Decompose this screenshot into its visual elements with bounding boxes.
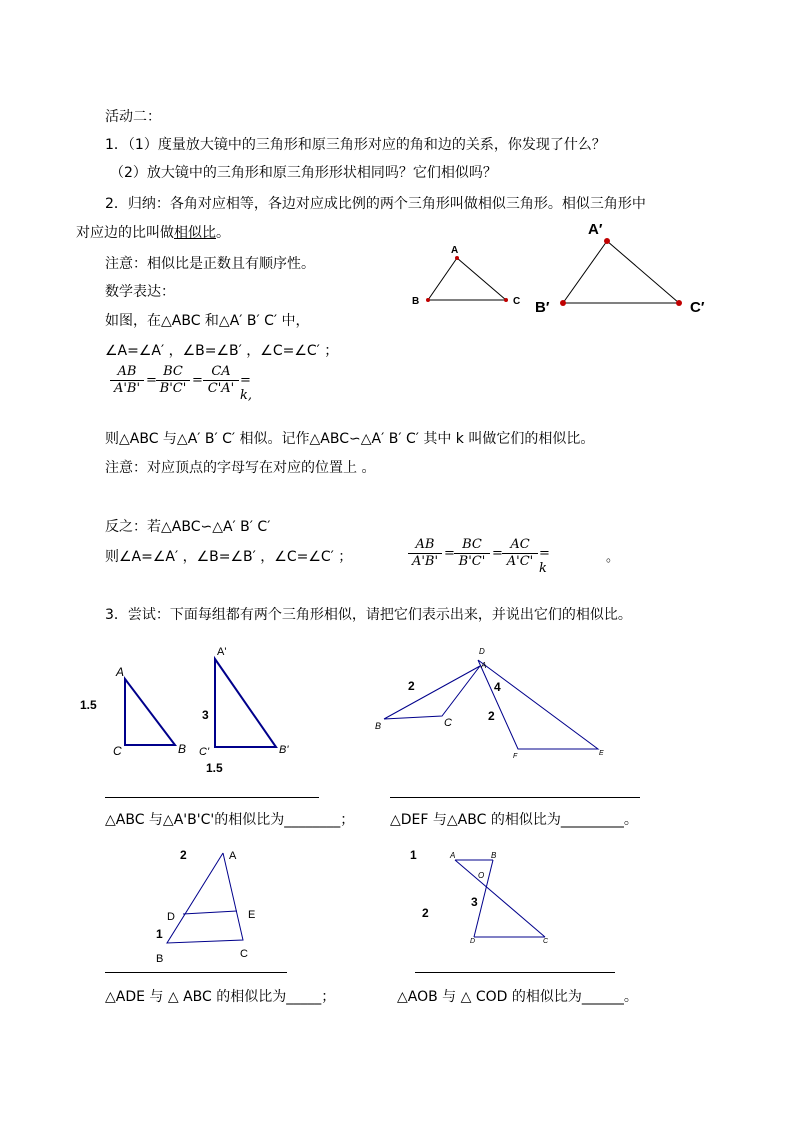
equals-sign: = — [146, 373, 157, 388]
label-b: B — [375, 721, 382, 731]
label-c-prime: C' — [199, 746, 210, 758]
angle-equalities: ∠A=∠A′ ，∠B=∠B′ ，∠C=∠C′ ； — [105, 343, 339, 359]
length-df: 2 — [488, 709, 495, 723]
label-d: D — [470, 938, 476, 945]
label-c: C — [543, 938, 549, 945]
item1-line2: （2）放大镜中的三角形和原三角形形状相同吗？它们相似吗？ — [110, 165, 497, 181]
triangle-abc-large — [535, 221, 705, 316]
answer-row1-right[interactable]: △DEF 与△ABC 的相似比为_________。 — [390, 812, 638, 828]
length-a2c2: 3 — [202, 708, 209, 722]
label-a: A — [481, 661, 487, 670]
section-heading: 活动二： — [105, 109, 161, 125]
ratio-k: = k — [539, 546, 550, 576]
triangle-abc-small — [412, 245, 520, 307]
label-a: A — [229, 850, 237, 862]
item2-line2-prefix: 对应边的比叫做 — [76, 225, 174, 241]
note-positive-ordered: 注意：相似比是正数且有顺序性。 — [105, 256, 315, 272]
item2-line1: 2．归纳：各角对应相等，各边对应成比例的两个三角形叫做相似三角形。相似三角形中 — [105, 196, 646, 212]
vertex-label-b: B — [412, 296, 420, 307]
answer-row2-left[interactable]: △ADE 与 △ ABC 的相似比为_____； — [105, 989, 336, 1005]
vertex-label-a: A — [451, 245, 459, 256]
equals-sign: = — [192, 373, 203, 388]
label-b: B — [178, 742, 187, 756]
length-db: 1 — [156, 927, 163, 941]
vertex-label-c-prime: C′ — [690, 299, 705, 316]
item3-instruction: 3．尝试：下面每组都有两个三角形相似，请把它们表示出来，并说出它们的相似比。 — [105, 607, 632, 623]
label-a-prime: A' — [217, 646, 227, 658]
fraction-bc: $\frac{BC}{B'C'}$ — [454, 537, 490, 570]
label-c: C — [113, 744, 122, 758]
ratio-k: = k, — [240, 373, 253, 403]
figure-2 — [375, 647, 604, 760]
vertex-label-c: C — [513, 296, 521, 307]
fraction-ca: $\frac{CA}{C'A'}$ — [203, 364, 239, 397]
answer-row1-left[interactable]: △ABC 与△A'B'C'的相似比为________； — [105, 812, 355, 828]
item2-line2-suffix: 。 — [216, 225, 230, 241]
label-d: D — [479, 647, 485, 656]
length-ab: 1 — [410, 848, 417, 862]
label-d: D — [167, 911, 175, 923]
label-b: B — [491, 851, 497, 860]
label-b-prime: B' — [279, 744, 289, 756]
similarity-conclusion: 则△ABC 与△A′ B′ C′ 相似。记作△ABC∽△A′ B′ C′ 其中 k 叫做它们的相似比。 — [105, 431, 595, 447]
length-oc: 3 — [471, 895, 478, 909]
vertex-label-a-prime: A′ — [588, 221, 603, 238]
figure-3 — [156, 848, 255, 965]
fraction-ac: $\frac{AC}{A'C'}$ — [502, 537, 538, 570]
figure-1 — [80, 646, 289, 775]
label-e: E — [599, 750, 604, 757]
length-ad: 4 — [494, 680, 501, 694]
similarity-ratio-term: 相似比 — [174, 225, 216, 241]
math-expression-label: 数学表达： — [105, 284, 175, 300]
label-f: F — [513, 753, 518, 760]
label-a: A — [116, 665, 125, 679]
converse-angles: 则∠A=∠A′ ，∠B=∠B′ ，∠C=∠C′ ； — [105, 549, 353, 565]
note-vertex-order: 注意：对应顶点的字母写在对应的位置上 。 — [105, 460, 376, 476]
answer-row2-right[interactable]: △AOB 与 △ COD 的相似比为______。 — [397, 989, 638, 1005]
fraction-bc: $\frac{BC}{B'C'}$ — [156, 364, 190, 397]
converse-statement: 反之：若△ABC∽△A′ B′ C′ — [105, 519, 271, 535]
length-ac: 1.5 — [80, 698, 97, 712]
label-o: O — [478, 871, 485, 880]
equals-sign: = — [492, 546, 503, 561]
figure-4 — [410, 848, 549, 945]
sentence-end: 。 — [606, 550, 620, 565]
label-c: C — [240, 948, 248, 960]
label-a: A — [450, 851, 456, 860]
label-b: B — [156, 953, 164, 965]
item1-line1: 1．（1）度量放大镜中的三角形和原三角形对应的角和边的关系，你发现了什么？ — [105, 137, 606, 153]
label-c: C — [444, 717, 452, 729]
label-e: E — [248, 909, 256, 921]
vertex-label-b-prime: B′ — [535, 299, 550, 316]
length-ab: 2 — [408, 679, 415, 693]
fraction-ab: $\frac{AB}{A'B'}$ — [110, 364, 144, 397]
fraction-ab: $\frac{AB}{A'B'}$ — [408, 537, 442, 570]
given-statement: 如图，在△ABC 和△A′ B′ C′ 中， — [105, 313, 310, 329]
equals-sign: = — [444, 546, 455, 561]
length-b2c2: 1.5 — [206, 761, 223, 775]
length-top: 2 — [180, 848, 187, 862]
length-od: 2 — [422, 906, 429, 920]
